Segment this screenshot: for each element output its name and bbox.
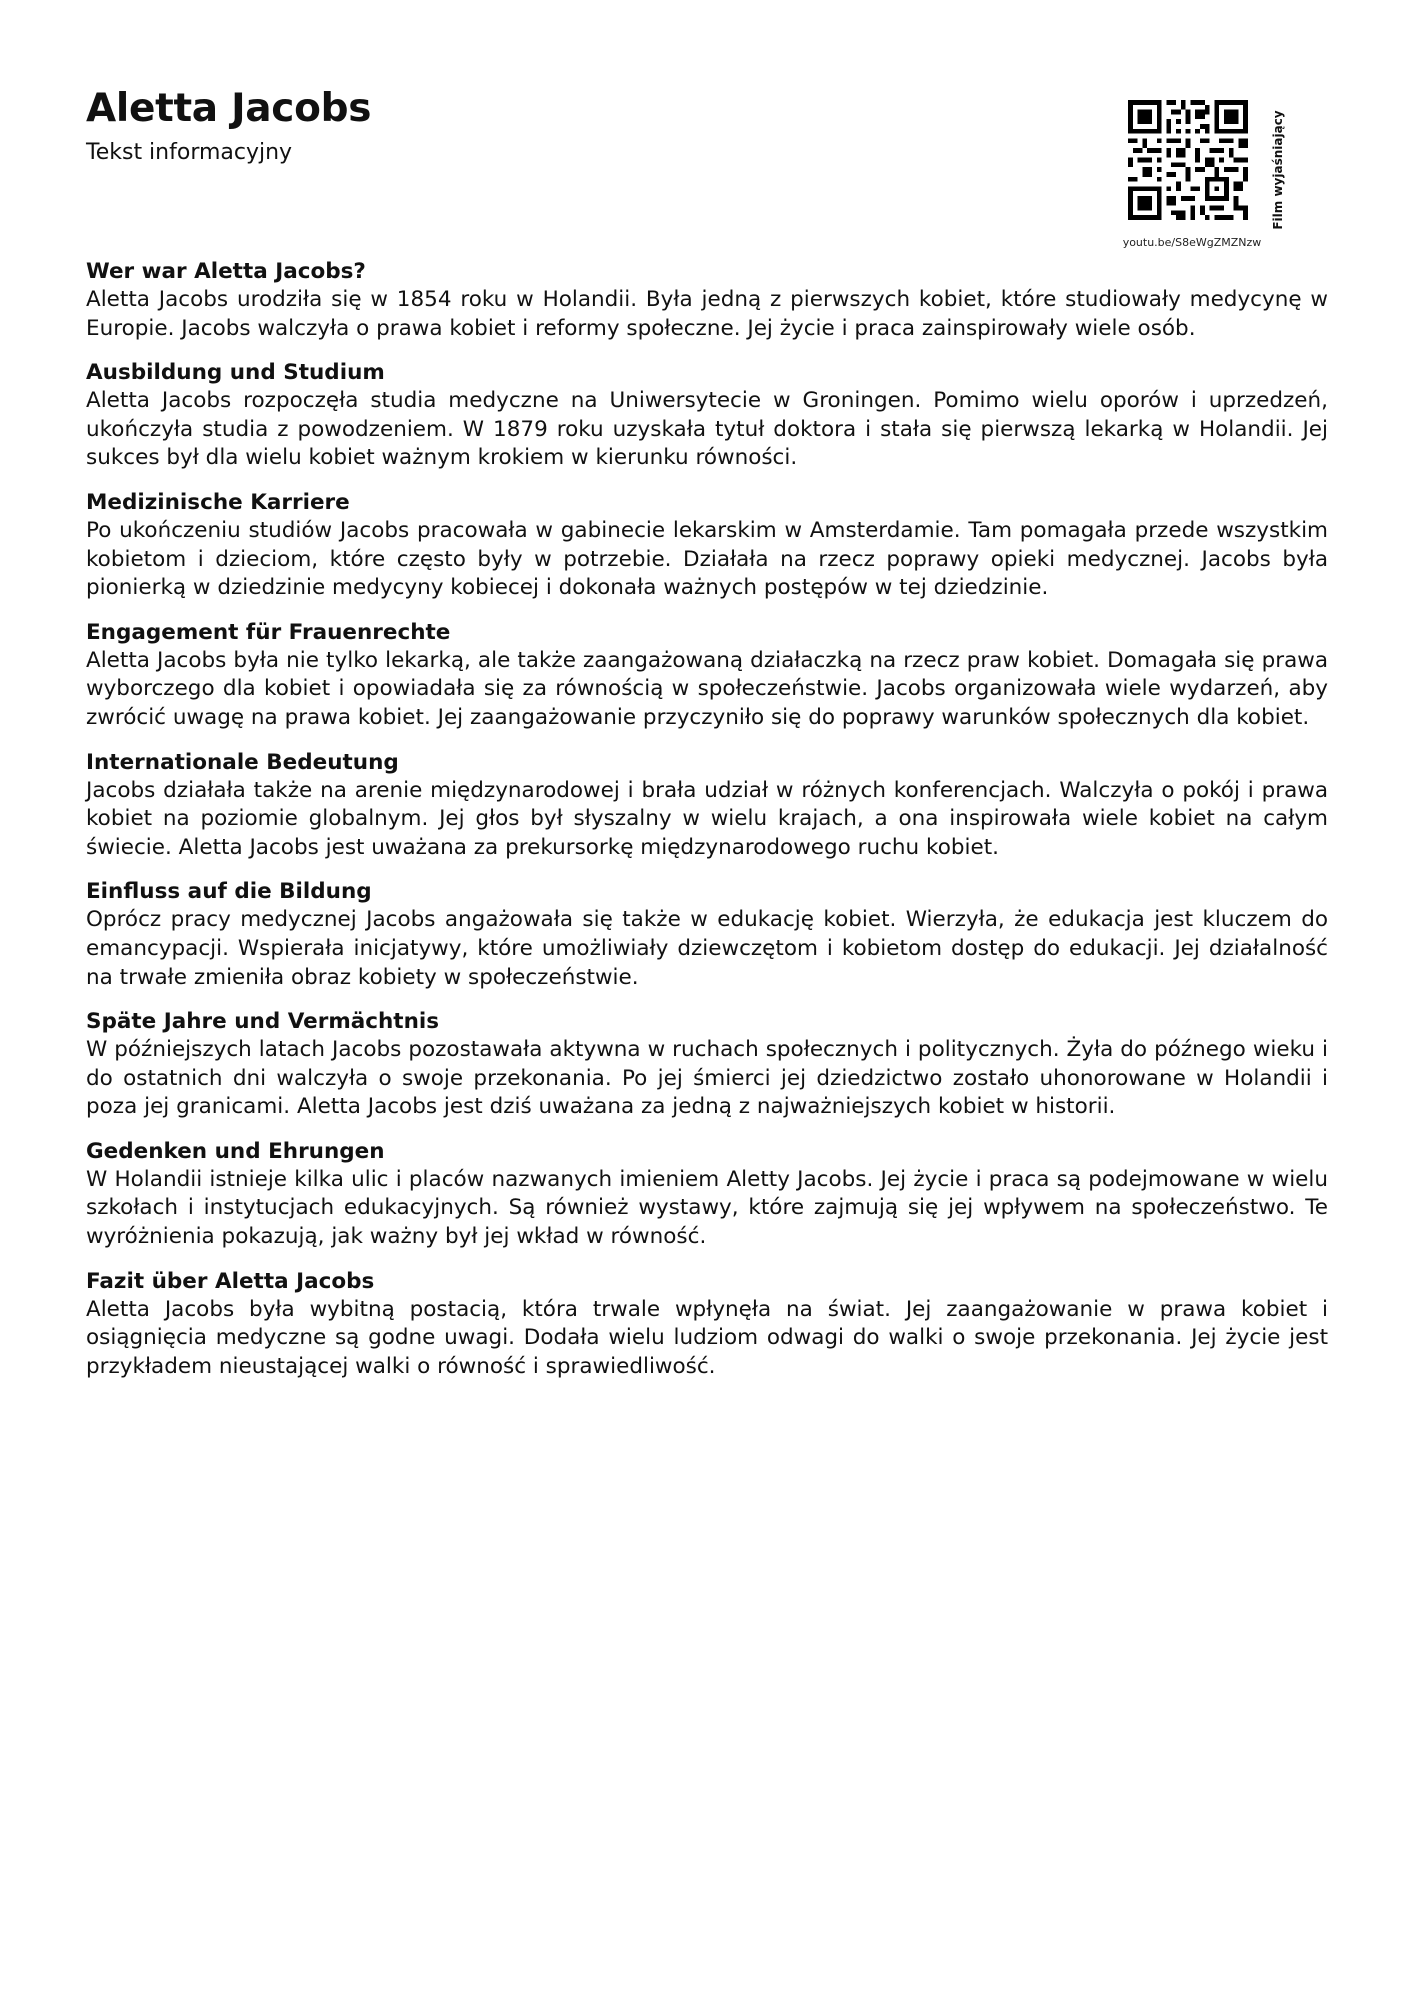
section-education (86, 359, 1328, 473)
article-body (86, 258, 1328, 1397)
section-text: Jacobs działała także na arenie międzynarodowej i brała udział w różnych konferencjach. Walczyła o pokój i prawa kobiet na poziomie globalnym. Jej głos był słyszalny w wielu krajach, a ona inspirowała wiele kobiet na całym świecie. Aletta Jacobs jest uważana za prekursorkę międzynarodowego ruchu kobiet. (86, 777, 1328, 860)
section-memorials (86, 1138, 1328, 1252)
section-text: Oprócz pracy medycznej Jacobs angażowała się także w edukację kobiet. Wierzyła, że edukacja jest kluczem do emancypacji. Wspierała inicjatywy, które umożliwiały dziewczętom i kobietom dostęp do edukacji. Jej działalność na trwałe zmieniła obraz kobiety w społeczeństwie. (86, 907, 1328, 990)
section-heading: Medizinische Karriere (86, 489, 350, 515)
section-medical-career (86, 489, 1328, 603)
section-womens-rights (86, 619, 1328, 733)
qr-code-block[interactable] (1110, 95, 1330, 255)
qr-caption (1268, 104, 1288, 236)
section-heading: Gedenken und Ehrungen (86, 1138, 385, 1164)
section-heading: Ausbildung und Studium (86, 360, 385, 386)
section-heading: Engagement für Frauenrechte (86, 619, 451, 645)
section-heading: Fazit über Aletta Jacobs (86, 1268, 375, 1294)
section-heading: Einfluss auf die Bildung (86, 879, 372, 905)
page-subtitle: Tekst informacyjny (86, 140, 293, 165)
section-conclusion (86, 1268, 1328, 1382)
section-who (86, 258, 1328, 343)
section-text: Aletta Jacobs była wybitną postacią, która trwale wpłynęła na świat. Jej zaangażowanie w prawa kobiet i osiągnięcia medyczne są godne uwagi. Dodała wielu ludziom odwagi do walki o swoje przekonania. Jej życie jest przykładem nieustającej walki o równość i sprawiedliwość. (86, 1296, 1328, 1379)
section-text: W Holandii istnieje kilka ulic i placów nazwanych imieniem Aletty Jacobs. Jej życie i praca są podejmowane w wielu szkołach i instytucjach edukacyjnych. Są również wystawy, które zajmują się jej wpływem na społeczeństwo. Te wyróżnienia pokazują, jak ważny był jej wkład w równość. (86, 1166, 1328, 1250)
section-text: W późniejszych latach Jacobs pozostawała aktywna w ruchach społecznych i politycznych. Żyła do późnego wieku i do ostatnich dni walczyła o swoje przekonania. Po jej śmierci jej dziedzictwo zostało uhonorowane w Holandii i poza jej granicami. Aletta Jacobs jest dziś uważana za jedną z najważniejszych kobiet w historii. (86, 1037, 1328, 1120)
qr-code-icon[interactable] (1128, 100, 1248, 220)
section-heading: Späte Jahre und Vermächtnis (86, 1009, 440, 1035)
section-text: Aletta Jacobs rozpoczęła studia medyczne na Uniwersytecie w Groningen. Pomimo wielu oporów i uprzedzeń, ukończyła studia z powodzeniem. W 1879 roku uzyskała tytuł doktora i stała się pierwszą lekarką w Holandii. Jej sukces był dla wielu kobiet ważnym krokiem w kierunku równości. (86, 388, 1328, 471)
section-text: Po ukończeniu studiów Jacobs pracowała w gabinecie lekarskim w Amsterdamie. Tam pomagała przede wszystkim kobietom i dzieciom, które często były w potrzebie. Działała na rzecz poprawy opieki medycznej. Jacobs była pionierką w dziedzinie medycyny kobiecej i dokonała ważnych postępów w tej dziedzinie. (86, 517, 1328, 601)
section-text: Aletta Jacobs urodziła się w 1854 roku w Holandii. Była jedną z pierwszych kobiet, które studiowały medycynę w Europie. Jacobs walczyła o prawa kobiet i reformy społeczne. Jej życie i praca zainspirowały wiele osób. (86, 287, 1328, 341)
section-international (86, 749, 1328, 863)
section-heading: Wer war Aletta Jacobs? (86, 259, 366, 284)
section-heading: Internationale Bedeutung (86, 749, 399, 775)
section-text: Aletta Jacobs była nie tylko lekarką, ale także zaangażowaną działaczką na rzecz praw kobiet. Domagała się prawa wyborczego dla kobiet i opowiadała się za równością w społeczeństwie. Jacobs organizowała wiele wydarzeń, aby zwrócić uwagę na prawa kobiet. Jej zaangażowanie przyczyniło się do poprawy warunków społecznych dla kobiet. (86, 647, 1328, 730)
qr-caption-text: Film wyjaśniający (1271, 110, 1285, 230)
section-late-years (86, 1008, 1328, 1122)
section-education-influence (86, 878, 1328, 992)
page-title: Aletta Jacobs (86, 86, 372, 131)
qr-url[interactable]: youtu.be/S8eWgZMZNzw (1122, 236, 1262, 249)
